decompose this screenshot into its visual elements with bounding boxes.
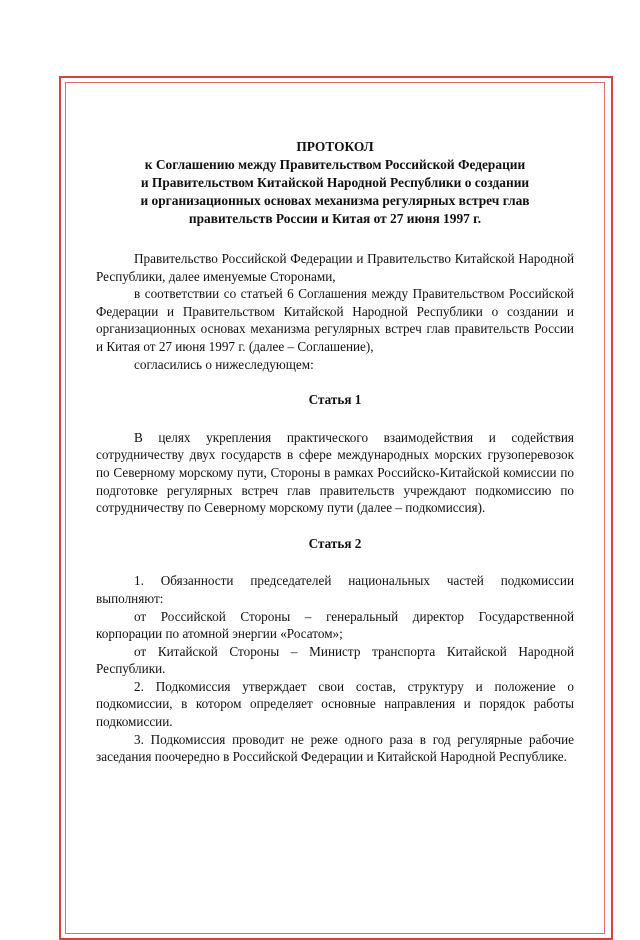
title-line-2: к Соглашению между Правительством Российской Федерации xyxy=(144,157,526,172)
document-body xyxy=(96,138,574,766)
preamble-paragraph-3: согласились о нижеследующем: xyxy=(134,356,314,372)
article-2-paragraph-4: 2. Подкомиссия утверждает свои состав, структуру и положение о подкомиссии, в котором определяет основные направления и порядок работы подкомиссии. xyxy=(96,678,574,730)
article-2-paragraph-5: 3. Подкомиссия проводит не реже одного раза в год регулярные рабочие заседания поочередно в Российской Федерации и Китайской Народной Республике. xyxy=(96,731,574,765)
document-title xyxy=(96,138,574,228)
article-1-heading: Статья 1 xyxy=(308,392,362,408)
title-line-3: и Правительством Китайской Народной Республики о создании xyxy=(140,175,530,190)
title-line-1: ПРОТОКОЛ xyxy=(296,139,374,154)
article-2-paragraph-3: от Китайской Стороны – Министр транспорта Китайской Народной Республики. xyxy=(96,643,574,677)
article-2-paragraph-1: 1. Обязанности председателей национальных частей подкомиссии выполняют: xyxy=(96,573,574,606)
article-1-paragraph: В целях укрепления практического взаимодействия и содействия сотрудничеству двух государств в сфере международных морских грузоперевозок по Северному морскому пути, Стороны в рамках Российско-Китайской комиссии по подготовке регулярных встреч глав правительств учреждают подкомиссию по сотрудничеству по Северному морскому пути (далее – подкомиссия). xyxy=(96,429,574,516)
preamble-paragraph-1: Правительство Российской Федерации и Правительство Китайской Народной Республики, далее именуемые Сторонами, xyxy=(96,251,574,284)
preamble-paragraph-2: в соответствии со статьей 6 Соглашения между Правительством Российской Федерации и Правительством Китайской Народной Республики о создании и организационных основах механизма регулярных встреч глав правительств России и Китая от 27 июня 1997 г. (далее – Соглашение), xyxy=(96,286,574,354)
article-2-paragraph-2: от Российской Стороны – генеральный директор Государственной корпорации по атомной энергии «Росатом»; xyxy=(96,608,574,642)
article-2-heading: Статья 2 xyxy=(308,535,362,551)
title-line-4: и организационных основах механизма регулярных встреч глав xyxy=(140,193,530,208)
title-line-5: правительств России и Китая от 27 июня 1997 г. xyxy=(188,211,482,226)
